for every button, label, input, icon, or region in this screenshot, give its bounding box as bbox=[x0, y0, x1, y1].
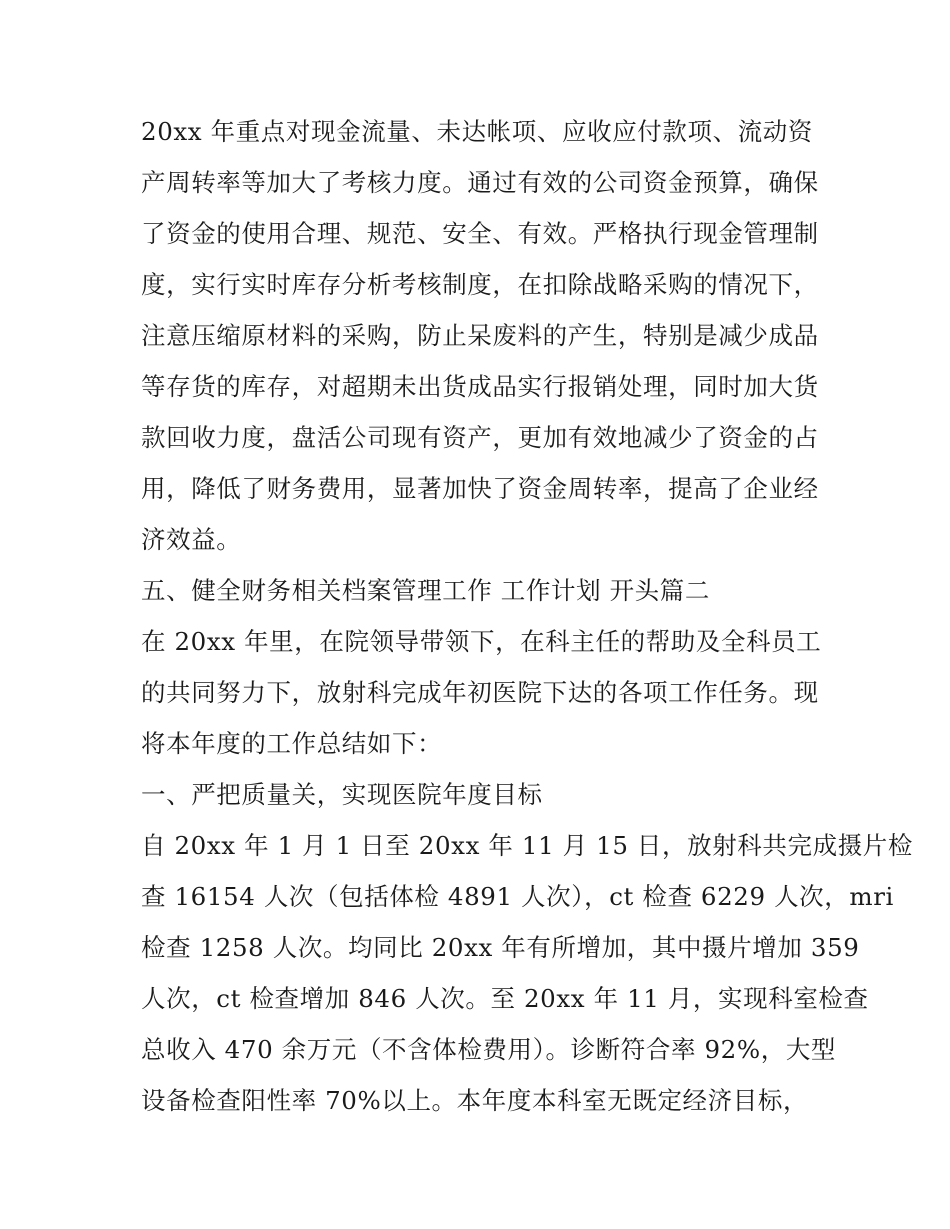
paragraph-line: 人次，ct 检查增加 846 人次。至 20xx 年 11 月，实现科室检查 bbox=[141, 984, 869, 1013]
paragraph-line: 用，降低了财务费用，显著加快了资金周转率，提高了企业经 bbox=[141, 474, 819, 503]
paragraph-line: 度，实行实时库存分析考核制度，在扣除战略采购的情况下， bbox=[141, 270, 819, 299]
section-heading: 一、严把质量关，实现医院年度目标 bbox=[141, 780, 543, 809]
document-body bbox=[141, 106, 913, 1126]
paragraph-line: 将本年度的工作总结如下： bbox=[141, 729, 443, 758]
paragraph-line: 在 20xx 年里，在院领导带领下，在科主任的帮助及全科员工 bbox=[141, 627, 822, 656]
paragraph-line: 注意压缩原材料的采购，防止呆废料的产生，特别是减少成品 bbox=[141, 321, 819, 350]
paragraph-line: 20xx 年重点对现金流量、未达帐项、应收应付款项、流动资 bbox=[141, 117, 813, 146]
paragraph-line: 查 16154 人次（包括体检 4891 人次），ct 检查 6229 人次，mri bbox=[141, 882, 894, 911]
paragraph-line: 了资金的使用合理、规范、安全、有效。严格执行现金管理制 bbox=[141, 219, 819, 248]
paragraph-line: 设备检查阳性率 70%以上。本年度本科室无既定经济目标， bbox=[141, 1086, 809, 1115]
section-heading: 五、健全财务相关档案管理工作 工作计划 开头篇二 bbox=[141, 576, 710, 605]
paragraph-line: 款回收力度，盘活公司现有资产，更加有效地减少了资金的占 bbox=[141, 423, 819, 452]
paragraph-line: 总收入 470 余万元（不含体检费用）。诊断符合率 92%，大型 bbox=[141, 1035, 837, 1064]
paragraph-line: 济效益。 bbox=[141, 525, 242, 554]
paragraph-line: 检查 1258 人次。均同比 20xx 年有所增加，其中摄片增加 359 bbox=[141, 933, 860, 962]
paragraph-line: 等存货的库存，对超期未出货成品实行报销处理，同时加大货 bbox=[141, 372, 819, 401]
paragraph-line: 自 20xx 年 1 月 1 日至 20xx 年 11 月 15 日，放射科共完成摄片检 bbox=[141, 831, 913, 860]
paragraph-line: 产周转率等加大了考核力度。通过有效的公司资金预算，确保 bbox=[141, 168, 819, 197]
paragraph-line: 的共同努力下，放射科完成年初医院下达的各项工作任务。现 bbox=[141, 678, 819, 707]
